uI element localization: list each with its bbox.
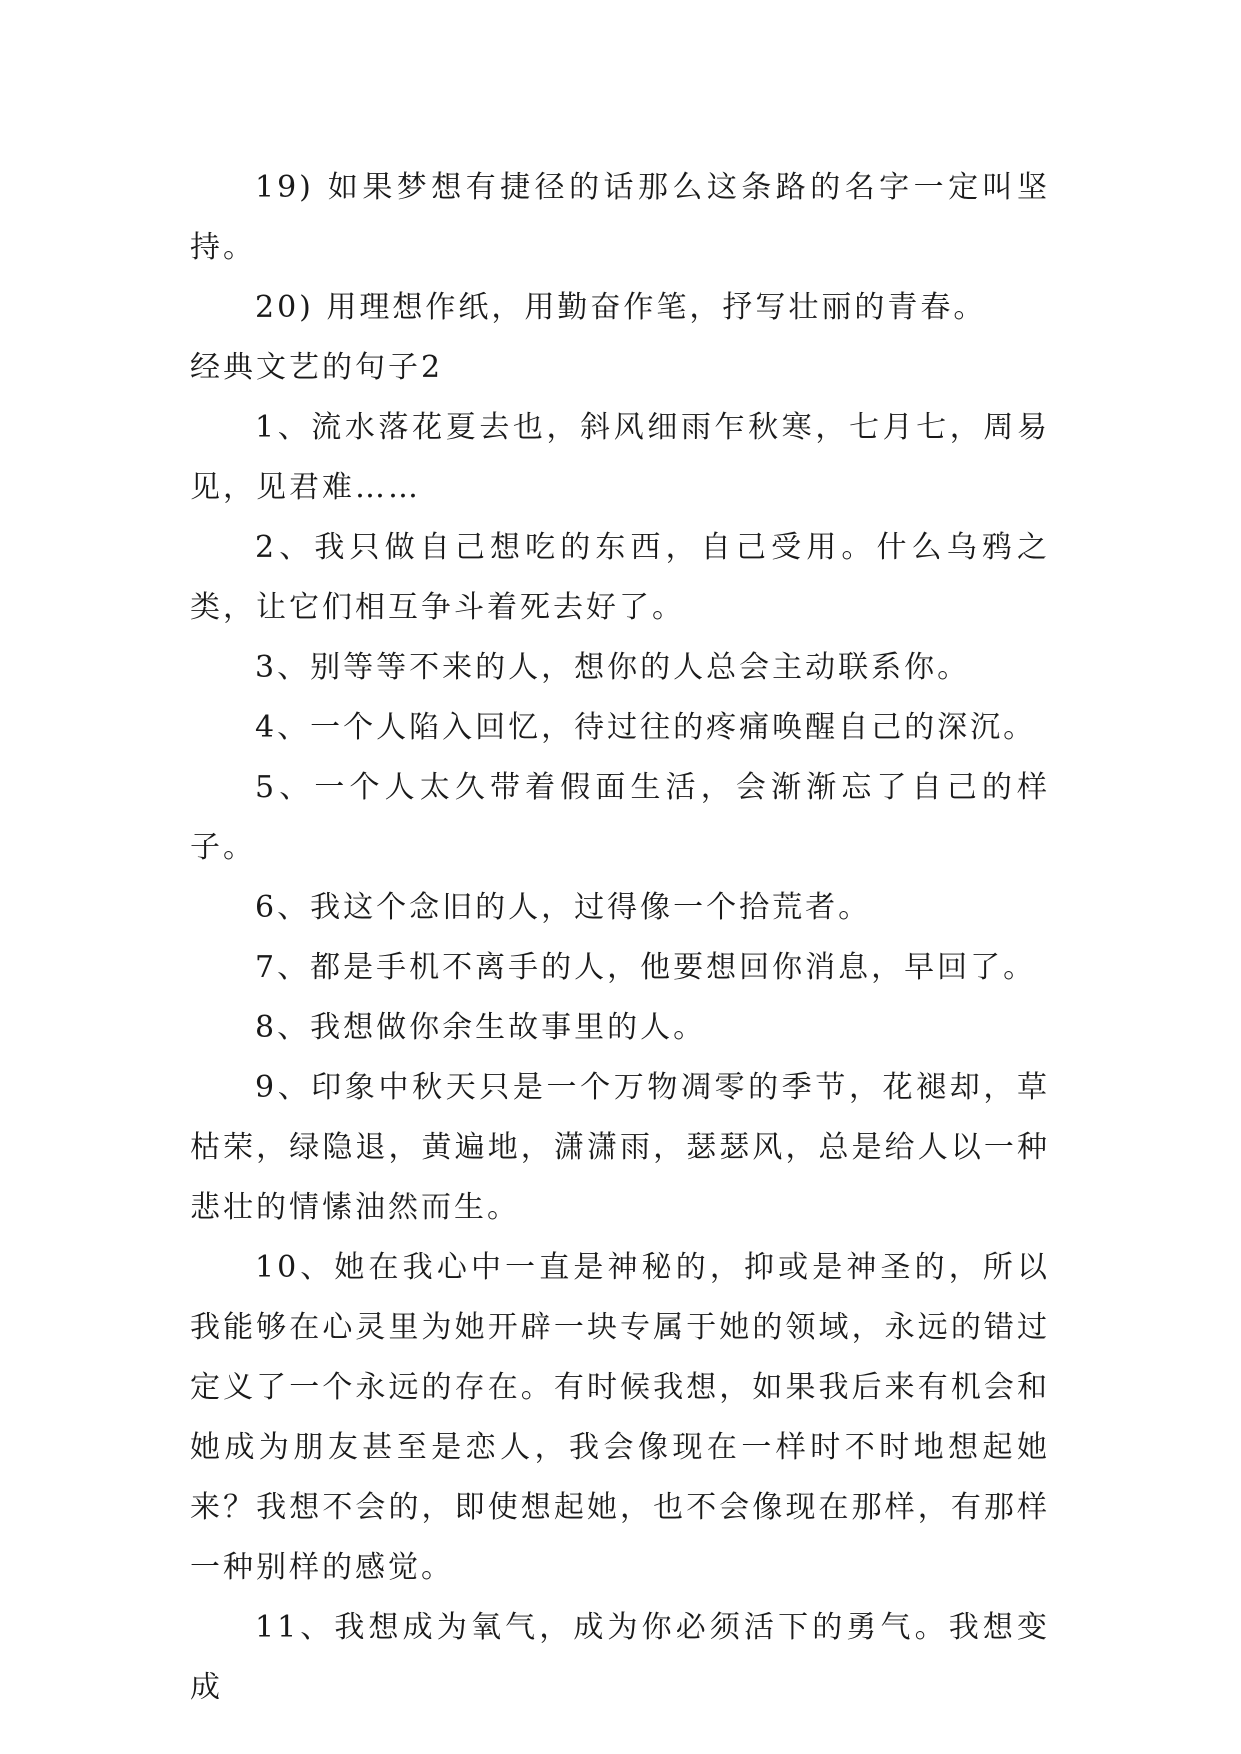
section-heading: 经典文艺的句子2 (190, 350, 444, 385)
paragraph-1: 1、流水落花夏去也，斜风细雨乍秋寒，七月七，周易见，见君难…… (190, 410, 1050, 505)
paragraph-5: 5、一个人太久带着假面生活，会渐渐忘了自己的样子。 (190, 770, 1050, 865)
paragraph-4: 4、一个人陷入回忆，待过往的疼痛唤醒自己的深沉。 (255, 710, 1037, 745)
paragraph-9: 9、印象中秋天只是一个万物凋零的季节，花褪却，草枯荣，绿隐退，黄遍地，潇潇雨，瑟瑟风，总是给人以一种悲壮的情愫油然而生。 (190, 1070, 1050, 1225)
paragraph-6: 6、我这个念旧的人，过得像一个拾荒者。 (255, 890, 872, 925)
document-page (190, 158, 1050, 1718)
paragraph-3: 3、别等等不来的人，想你的人总会主动联系你。 (255, 650, 971, 685)
paragraph-11: 11、我想成为氧气，成为你必须活下的勇气。我想变成 (190, 1610, 1050, 1705)
paragraph-8: 8、我想做你余生故事里的人。 (255, 1010, 707, 1045)
paragraph-7: 7、都是手机不离手的人，他要想回你消息，早回了。 (255, 950, 1037, 985)
paragraph-2: 2、我只做自己想吃的东西，自己受用。什么乌鸦之类，让它们相互争斗着死去好了。 (190, 530, 1050, 625)
paragraph-10: 10、她在我心中一直是神秘的，抑或是神圣的，所以我能够在心灵里为她开辟一块专属于她的领域，永远的错过定义了一个永远的存在。有时候我想，如果我后来有机会和她成为朋友甚至是恋人，我会像现在一样时不时地想起她来？我想不会的，即使想起她，也不会像现在那样，有那样一种别样的感觉。 (190, 1250, 1050, 1585)
paragraph-20: 20) 用理想作纸，用勤奋作笔，抒写壮丽的青春。 (255, 290, 987, 325)
paragraph-19: 19) 如果梦想有捷径的话那么这条路的名字一定叫坚持。 (190, 170, 1050, 265)
